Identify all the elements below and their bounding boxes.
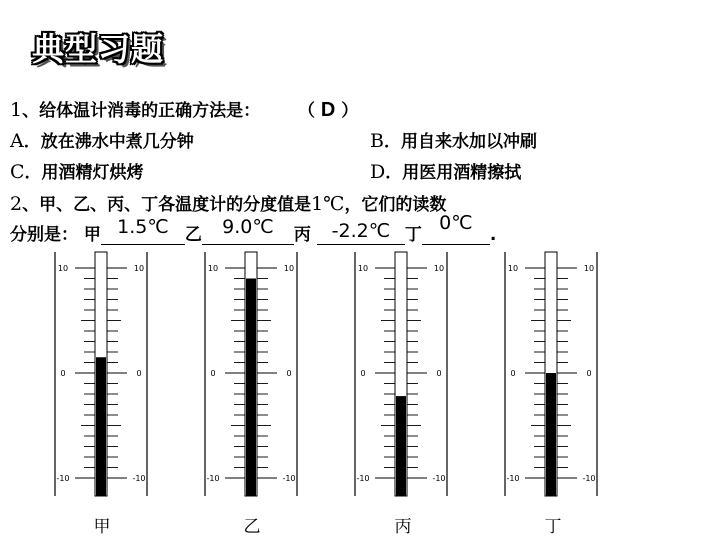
thermometer-0-tick-label-left: -10	[56, 474, 70, 483]
thermometer-3-tick-label-left: -10	[506, 474, 520, 483]
answer-ding: 0℃	[439, 212, 473, 234]
thermometer-1-tick-label-right: 0	[286, 369, 292, 378]
answer-blank-ding	[422, 212, 490, 245]
thermometer-2-tick-label-left: 0	[360, 369, 366, 378]
option-letter: C	[10, 161, 25, 183]
q2-text-b: ，它们的读数	[344, 195, 447, 215]
thermometer-1-tick-label-right: 10	[283, 264, 295, 273]
thermometer-3-tick-label-right: 10	[583, 264, 595, 273]
option-text: ．用酒精灯烘烤	[24, 163, 144, 183]
q2-prefix: 分别是：	[10, 225, 78, 245]
thermometer-3-tick-label-right: 0	[586, 369, 592, 378]
thermometer-2-tick-label-left: -10	[356, 474, 370, 483]
q1-text: 、给体温计消毒的正确方法是：	[22, 101, 261, 121]
thermometer-3-tick-label-left: 0	[510, 369, 516, 378]
answer-blank-yi	[202, 216, 294, 245]
option-text: ．用医用酒精擦拭	[385, 163, 522, 183]
thermometer-1-liquid-column	[246, 279, 256, 497]
thermometer-label-jia: 甲	[93, 517, 111, 537]
item-name-yi: 乙	[184, 225, 202, 245]
thermometer-2-tick-label-right: 10	[433, 264, 445, 273]
thermometer-1-tick-label-right: -10	[282, 474, 296, 483]
thermometer-label-ding: 丁	[544, 517, 562, 537]
q2-unit-value: 1℃	[311, 193, 345, 215]
q2-number: 2	[10, 193, 23, 215]
thermometer-1-tick-label-left: 10	[207, 264, 219, 273]
q1-answer: D	[320, 99, 336, 121]
thermometer-label-bing: 丙	[394, 517, 412, 537]
option-text: ．用自来水加以冲刷	[383, 132, 537, 152]
option-letter: D	[370, 161, 386, 183]
q1-line	[10, 96, 358, 122]
answer-blank-bing	[317, 220, 405, 245]
item-name-jia: 甲	[83, 225, 101, 245]
section-title: 典型习题	[32, 30, 165, 68]
answer-bing: -2.2℃	[331, 220, 391, 242]
q1-answer-close: ）	[341, 101, 359, 121]
q1-option-d	[370, 158, 521, 183]
thermometer-1-tick-label-left: 0	[210, 369, 216, 378]
thermometer-2-tick-label-right: -10	[432, 474, 446, 483]
thermometer-2-tick-label-left: 10	[357, 264, 369, 273]
q1-option-c	[10, 158, 144, 183]
item-name-bing: 丙	[293, 225, 311, 245]
thermometer-3-tick-label-left: 10	[507, 264, 519, 273]
answer-yi: 9.0℃	[222, 216, 274, 238]
q1-number: 1	[10, 99, 23, 121]
q2-line-1	[10, 190, 446, 215]
item-name-ding: 丁	[404, 225, 422, 245]
option-letter: B	[370, 130, 384, 152]
thermometer-0-tick-label-right: -10	[132, 474, 146, 483]
answer-blank-jia	[101, 216, 185, 245]
q2-text-a: 、甲、乙、丙、丁各温度计的分度值是	[22, 195, 312, 215]
thermometer-figure	[0, 248, 720, 508]
thermometer-0-tick-label-right: 0	[136, 369, 142, 378]
q1-option-a	[10, 127, 194, 152]
thermometer-3-tick-label-right: -10	[582, 474, 596, 483]
q2-line-2	[10, 212, 497, 245]
line-end: .	[489, 225, 497, 245]
thermometer-label-yi: 乙	[243, 517, 261, 537]
answer-jia: 1.5℃	[117, 216, 169, 238]
thermometer-0-tick-label-left: 10	[57, 264, 69, 273]
thermometer-2-tick-label-right: 0	[436, 369, 442, 378]
option-text: ．放在沸水中煮几分钟	[23, 132, 194, 152]
option-letter: A	[10, 130, 24, 152]
thermometer-2-liquid-column	[396, 396, 406, 496]
thermometer-1-tick-label-left: -10	[206, 474, 220, 483]
thermometer-0-liquid-column	[96, 357, 106, 496]
thermometer-3-liquid-column	[546, 373, 556, 496]
q1-option-b	[370, 127, 537, 152]
thermometer-0-tick-label-left: 0	[60, 369, 66, 378]
thermometer-0-tick-label-right: 10	[133, 264, 145, 273]
q1-answer-open: （	[297, 101, 315, 121]
